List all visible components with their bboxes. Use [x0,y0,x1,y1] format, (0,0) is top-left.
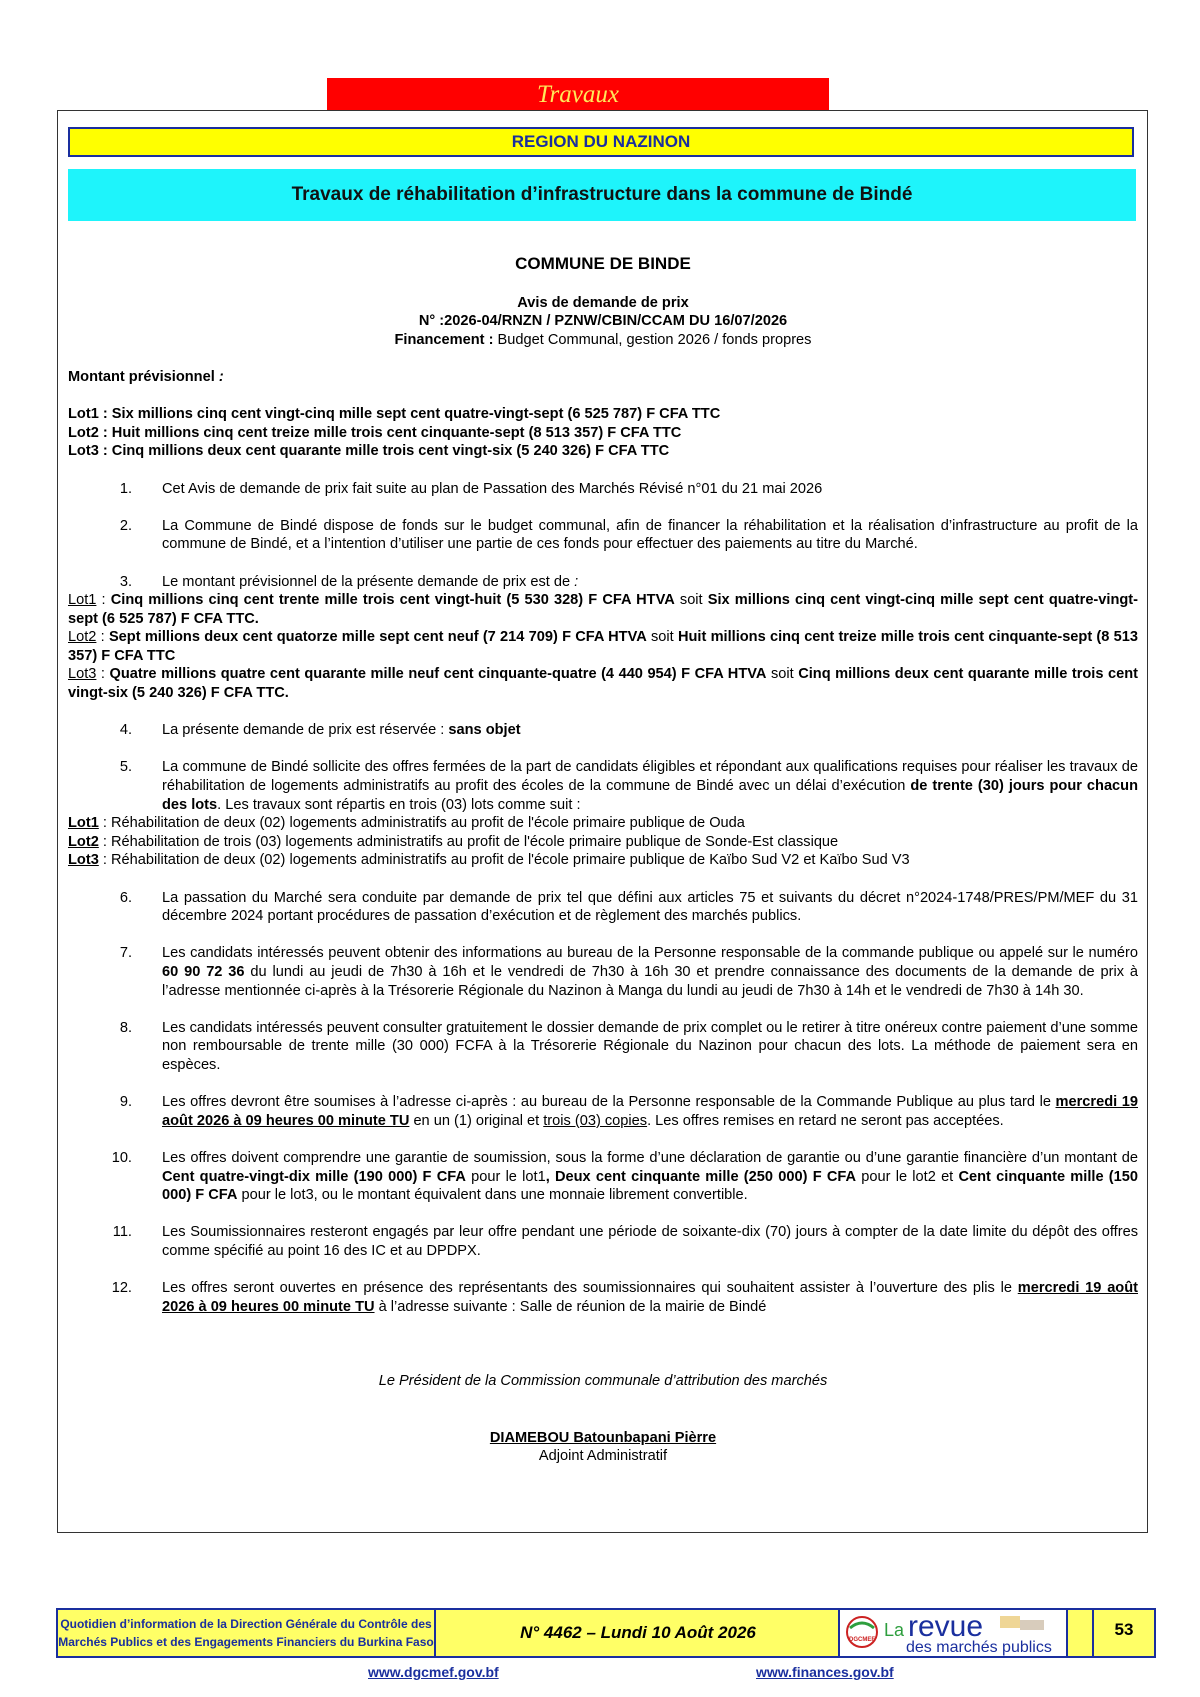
logo-revue: revue [908,1610,984,1643]
paragraph-12: 12. Les offres seront ouvertes en présence des représentants des soumissionnaires qui souhaitent assister à l’ouverture des plis le mercredi 19 août 2026 à 09 heures 00 minute TU à l’adresse suivante : Salle de réunion de la mairie de Bindé [111,1280,1138,1315]
lot-htva: Cinq millions cinq cent trente mille trois cent vingt-huit (5 530 328) F CFA HTVA [110,592,675,609]
logo-graphic [840,1610,1066,1656]
guarantee-lot3: Cent cinquante mille (150 000) F CFA [162,1168,1139,1204]
signature-name: DIAMEBOU Batounbapani Pièrre [489,1429,717,1446]
p5-lot1 [68,814,1138,833]
lot-label: Lot2 [68,833,99,850]
paragraph-2: 2. La Commune de Bindé dispose de fonds sur le budget communal, afin de financer la réhabilitation et la réalisation d’infrastructure au profit de la commune de Bindé, et a l’intention d’utiliser une partie de ces fonds pour effectuer des paiements au titre du Marché. [119,517,1138,553]
paragraph-text: La Commune de Bindé dispose de fonds sur le budget communal, afin de financer la réhabilitation et la réalisation d’infrastructure au profit de la commune de Bindé, et a l’intention d’utiliser une partie de ces fonds pour effectuer des paiements au titre du Marché. [162,517,1138,553]
lot-text: : Réhabilitation de deux (02) logements administratifs au profit de l'école primaire publique de Ouda [98,815,745,832]
guarantee-lot1: Cent quatre-vingt-dix mille (190 000) F CFA [162,1168,466,1185]
lot-label: Lot3 [68,666,97,683]
logo-la: La [884,1620,905,1640]
paragraph-text: pour le lot3, ou le montant équivalent dans une monnaie librement convertible. [237,1187,748,1204]
financement-label: Financement : [394,331,494,348]
lot-ttc: Cinq millions deux cent quarante mille trois cent vingt-six (5 240 326) F CFA TTC. [68,666,1138,702]
paragraph-text: . Les travaux sont répartis en trois (03) lots comme suit : [217,796,581,813]
publisher-line: Quotidien d’information de la Direction Générale du Contrôle des [60,1617,432,1631]
p3-lot3: Lot3 : Quatre millions quatre cent quarante mille neuf cent cinquante-quatre (4 440 954) F CFA HTVA soit Cinq millions deux cent quarante mille trois cent vingt-six (5 240 326) F CFA TTC. [68,666,1138,702]
lot-soit: soit [646,629,678,646]
footer-publisher [58,1610,436,1656]
paragraph-8: 8. Les candidats intéressés peuvent consulter gratuitement le dossier demande de prix complet ou le retirer à titre onéreux contre paiement d’une somme non remboursable de trente mille (30 000) FCFA à la Trésorerie Régionale du Nazinon pour chacun des lots. La méthode de paiement sera en espèces. [119,1019,1138,1073]
page-number: 53 [1092,1608,1156,1658]
paragraph-text: Les Soumissionnaires resteront engagés par leur offre pendant une période de soixante-dix (70) jours à compter de la date limite du dépôt des offres comme spécifié au point 16 des IC et au DPDPX. [162,1224,1138,1259]
dgcmef-link[interactable]: www.dgcmef.gov.bf [368,1664,499,1680]
commune-heading: COMMUNE DE BINDE [515,254,691,273]
paragraph-text: du lundi au jeudi de 7h30 à 16h et le vendredi de 7h30 à 16h 30 et prendre connaissance des documents de la demande de prix à l’adresse mentionnée ci-après à la Trésorerie Régionale du Nazinon à Manga du lundi au jeudi de 7h30 à 14h et le vendredi de 7h30 à 14h 30. [162,963,1138,999]
notice-body [68,255,1138,1466]
copies: trois (03) copies [543,1112,648,1129]
lot-label: Lot1 [68,592,97,609]
notice-title: Travaux de réhabilitation d’infrastructure dans la commune de Bindé [68,169,1136,221]
lot-htva: Sept millions deux cent quatorze mille sept cent neuf (7 214 709) F CFA HTVA [108,629,647,646]
paragraph-text: pour le lot1 [465,1168,546,1185]
paragraph-text: Cet Avis de demande de prix fait suite au plan de Passation des Marchés Révisé n°01 du 21 mai 2026 [162,480,823,497]
lot-summary: Lot1 : Six millions cinq cent vingt-cinq mille sept cent quatre-vingt-sept (6 525 787) F CFA TTC [68,406,721,423]
p5-lot3 [68,851,1138,870]
paragraph-text: Les offres doivent comprendre une garantie de soumission, sous la forme d’une déclaration de garantie ou d’une garantie financière d’un montant de [162,1149,1138,1166]
paragraph-text: La présente demande de prix est réservée : [162,722,449,739]
paragraph-text: La commune de Bindé sollicite des offres fermées de la part de candidats éligibles et répondant aux qualifications requises pour réaliser les travaux de réhabilitation de logements administratifs au profit des écoles de la commune de Bindé avec un délai d’exécution [162,759,1138,795]
lot-summary: Lot2 : Huit millions cinq cent treize mille trois cent cinquante-sept (8 513 357) F CFA TTC [68,424,682,441]
montant-label: Montant prévisionnel [68,368,215,385]
publisher-line: Marchés Publics et des Engagements Financiers du Burkina Faso [58,1635,434,1649]
guarantee-lot2: , Deux cent cinquante mille (250 000) F CFA [545,1168,857,1185]
p3-lot2: Lot2 : Sept millions deux cent quatorze mille sept cent neuf (7 214 709) F CFA HTVA soit Huit millions cinq cent treize mille trois cent cinquante-sept (8 513 357) F CFA TTC [68,629,1139,664]
p5-lot2 [68,833,1138,852]
paragraph-10: 10. Les offres doivent comprendre une garantie de soumission, sous la forme d’une déclaration de garantie ou d’une garantie financière d’un montant de Cent quatre-vingt-dix mille (190 000) F CFA pour le lot1, Deux cent cinquante mille (250 000) F CFA pour le lot2 et Cent cinquante mille (150 000) F CFA pour le lot3, ou le montant équivalent dans une monnaie librement convertible. [111,1149,1139,1204]
paragraph-text: Les candidats intéressés peuvent obtenir des informations au bureau de la Personne responsable de la commande publique ou appelé sur le numéro [162,945,1138,962]
lot-soit: soit [766,666,799,683]
issue-info: N° 4462 – Lundi 10 Août 2026 [520,1623,756,1642]
lot-text: : Réhabilitation de deux (02) logements administratifs au profit de l'école primaire publique de Kaïbo Sud V2 et Kaïbo Sud V3 [98,852,910,869]
montant-colon: : [214,368,224,385]
signature-title: Le Président de la Commission communale d’attribution des marchés [378,1373,828,1390]
paragraph-text: à l’adresse suivante : Salle de réunion de la mairie de Bindé [374,1298,767,1315]
paragraph-text: Les candidats intéressés peuvent consulter gratuitement le dossier demande de prix complet ou le retirer à titre onéreux contre paiement d’une somme non remboursable de trente mille (30 000) FCFA à la Trésorerie Régionale du Nazinon pour chacun des lots. La méthode de paiement sera en espèces. [162,1019,1138,1073]
section-tab: Travaux [327,78,829,111]
phone-number: 60 90 72 36 [162,963,245,980]
lot-summary: Lot3 : Cinq millions deux cent quarante mille trois cent vingt-six (5 240 326) F CFA TTC [68,443,670,460]
financement-value: Budget Communal, gestion 2026 / fonds propres [493,331,812,348]
paragraph-text: pour le lot2 et [856,1168,959,1185]
revue-logo [838,1608,1068,1658]
paragraph-text: Les offres devront être soumises à l’adresse ci-après : au bureau de la Personne responsable de la Commande Publique au plus tard le [162,1094,1056,1111]
paragraph-9: 9. Les offres devront être soumises à l’adresse ci-après : au bureau de la Personne responsable de la Commande Publique au plus tard le mercredi 19 août 2026 à 09 heures 00 minute TU en un (1) original et trois (03) copies. Les offres remises en retard ne seront pas acceptées. [119,1094,1138,1129]
region-banner: REGION DU NAZINON [68,127,1134,157]
logo-small-text: DGCMEF [849,1637,875,1643]
lot-ttc: Huit millions cinq cent treize mille trois cent cinquante-sept (8 513 357) F CFA TTC [68,629,1139,664]
paragraph-7: 7. Les candidats intéressés peuvent obtenir des informations au bureau de la Personne responsable de la commande publique ou appelé sur le numéro 60 90 72 36 du lundi au jeudi de 7h30 à 16h et le vendredi de 7h30 à 16h 30 et prendre connaissance des documents de la demande de prix à l’adresse mentionnée ci-après à la Trésorerie Régionale du Nazinon à Manga du lundi au jeudi de 7h30 à 14h et le vendredi de 7h30 à 14h 30. [119,945,1138,999]
opening-date: mercredi 19 août 2026 à 09 heures 00 minute TU [162,1280,1138,1315]
lot-ttc: Six millions cinq cent vingt-cinq mille sept cent quatre-vingt-sept (6 525 787) F CFA TTC. [68,592,1139,627]
avis-heading: Avis de demande de prix [517,294,689,311]
paragraph-3: 3. Le montant prévisionnel de la présente demande de prix est de : [119,573,579,590]
lot-label: Lot2 [68,629,97,646]
lot-label: Lot1 [68,815,99,832]
paragraph-1: 1. Cet Avis de demande de prix fait suite au plan de Passation des Marchés Révisé n°01 du 21 mai 2026 [68,480,1138,499]
deadline-date: mercredi 19 août 2026 à 09 heures 00 minute TU [162,1094,1138,1129]
signature-role: Adjoint Administratif [538,1448,668,1465]
paragraph-text: La passation du Marché sera conduite par demande de prix tel que défini aux articles 75 et suivants du décret n°2024-1748/PRES/PM/MEF du 31 décembre 2024 portant procédures de passation d’exécution et de règlement des marchés publics. [162,889,1138,925]
reservation-value: sans objet [448,722,521,739]
montant-heading [68,368,1138,387]
paragraph-6: 6. La passation du Marché sera conduite par demande de prix tel que défini aux articles 75 et suivants du décret n°2024-1748/PRES/PM/MEF du 31 décembre 2024 portant procédures de passation d’exécution et de règlement des marchés publics. [119,889,1138,925]
p3-lot1: Lot1 : Cinq millions cinq cent trente mille trois cent vingt-huit (5 530 328) F CFA HTVA soit Six millions cinq cent vingt-cinq mille sept cent quatre-vingt-sept (6 525 787) F CFA TTC. [68,592,1139,627]
logo-sub: des marchés publics [906,1639,1052,1656]
delai: de trente (30) jours pour chacun des lots [162,778,1139,813]
paragraph-5: 5. La commune de Bindé sollicite des offres fermées de la part de candidats éligibles et répondant aux qualifications requises pour réaliser les travaux de réhabilitation de logements administratifs au profit des écoles de la commune de Bindé avec un délai d’exécution de trente (30) jours pour chacun des lots. Les travaux sont répartis en trois (03) lots comme suit : [119,759,1139,813]
paragraph-11: 11. Les Soumissionnaires resteront engagés par leur offre pendant une période de soixante-dix (70) jours à compter de la date limite du dépôt des offres comme spécifié au point 16 des IC et au DPDPX. [112,1224,1138,1259]
finances-link[interactable]: www.finances.gov.bf [756,1664,894,1680]
reference: N° :2026-04/RNZN / PZNW/CBIN/CCAM DU 16/07/2026 [418,313,788,330]
paragraph-text: . Les offres remises en retard ne seront pas acceptées. [647,1112,1004,1129]
lot-label: Lot3 [68,852,99,869]
lot-soit: soit [674,592,708,609]
lot-htva: Quatre millions quatre cent quarante mille neuf cent cinquante-quatre (4 440 954) F CFA HTVA [109,666,767,683]
paragraph-text: Les offres seront ouvertes en présence des représentants des soumissionnaires qui souhaitent assister à l’ouverture des plis le [162,1280,1018,1297]
lot-text: : Réhabilitation de trois (03) logements administratifs au profit de l'école primaire publique de Sonde-Est classique [98,833,839,850]
financement [68,331,1138,350]
paragraph-text: Le montant prévisionnel de la présente demande de prix est de [162,573,571,590]
paragraph-4: 4. La présente demande de prix est réservée : sans objet [119,722,521,739]
paragraph-text: en un (1) original et [409,1112,544,1129]
